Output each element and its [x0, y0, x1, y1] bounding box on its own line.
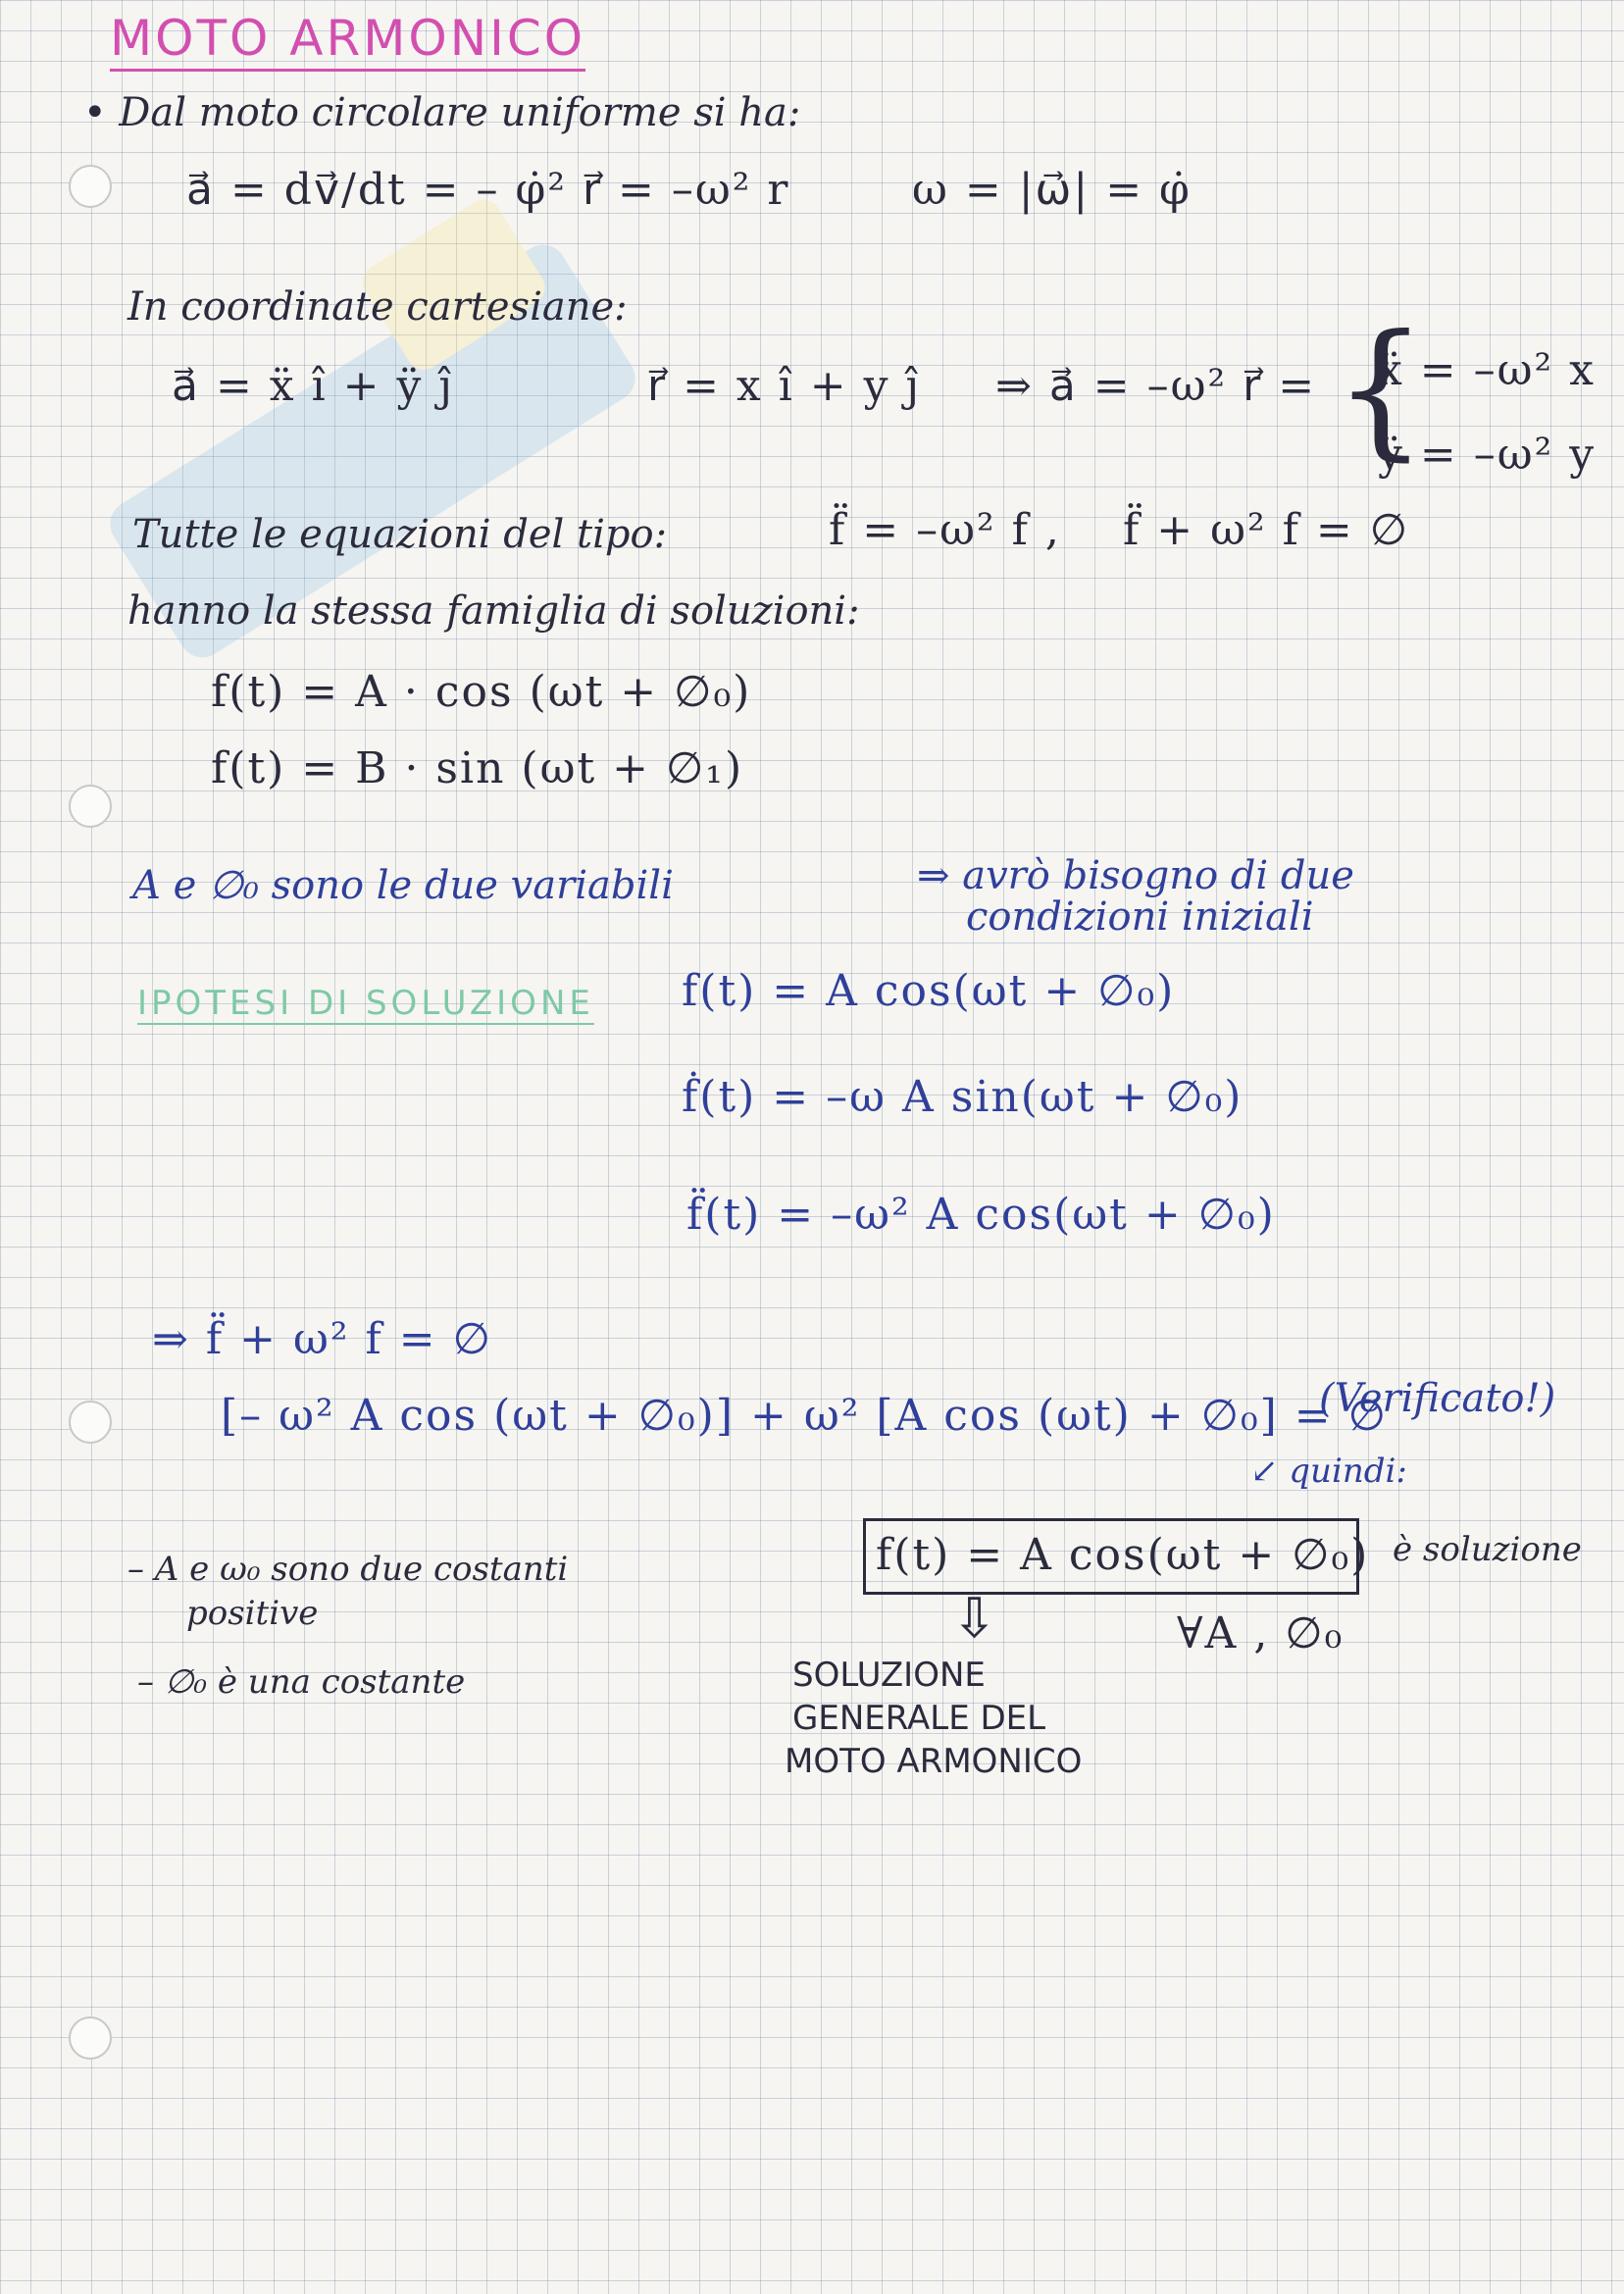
general-solution-line-2: GENERALE DEL — [792, 1699, 1046, 1738]
check-equation: ⇒ f̈ + ω² f = ∅ — [152, 1314, 492, 1364]
system-brace: { — [1334, 304, 1428, 475]
punch-hole — [69, 2016, 112, 2060]
needs-conditions-1: ⇒ avrò bisogno di due — [917, 853, 1354, 898]
general-solution-line-3: MOTO ARMONICO — [785, 1742, 1083, 1781]
implication-equation: ⇒ a⃗ = –ω² r⃗ = — [995, 361, 1317, 411]
family-text: hanno la stessa famiglia di soluzioni: — [127, 588, 860, 634]
solution-sin: f(t) = B · sin (ωt + ∅₁) — [211, 743, 744, 793]
general-solution-line-1: SOLUZIONE — [792, 1656, 986, 1695]
solution-cos: f(t) = A · cos (ωt + ∅₀) — [211, 667, 752, 717]
boxed-solution: f(t) = A cos(ωt + ∅₀) — [876, 1530, 1370, 1580]
system-equation-y: ÿ = –ω² y — [1378, 430, 1597, 480]
is-solution-text: è soluzione — [1393, 1530, 1582, 1569]
position-cartesian: r⃗ = x î + y ĵ — [647, 361, 922, 411]
equation-type-1: f̈ = –ω² f , — [829, 505, 1061, 555]
all-equations-text: Tutte le equazioni del tipo: — [132, 512, 668, 557]
hypothesis-f: f(t) = A cos(ωt + ∅₀) — [682, 966, 1176, 1016]
acceleration-cartesian: a⃗ = ẍ î + ÿ ĵ — [172, 361, 455, 411]
arrow-down-icon: ⇩ — [951, 1587, 997, 1651]
variables-text: A e ∅₀ sono le due variabili — [132, 863, 674, 908]
equation-type-2: f̈ + ω² f = ∅ — [1123, 505, 1410, 555]
punch-hole — [69, 1401, 112, 1444]
for-all-text: ∀A , ∅₀ — [1177, 1608, 1345, 1658]
punch-hole — [69, 785, 112, 828]
hypothesis-f-dot: ḟ(t) = –ω A sin(ωt + ∅₀) — [682, 1072, 1243, 1122]
verified-note: (Verificato!) — [1319, 1376, 1556, 1421]
hypothesis-label: IPOTESI DI SOLUZIONE — [137, 984, 594, 1023]
note-phase-constant: – ∅₀ è una costante — [137, 1662, 466, 1702]
note-constants-1: – A e ω₀ sono due costanti — [127, 1550, 569, 1589]
check-substitution: [– ω² A cos (ωt + ∅₀)] + ω² [A cos (ωt) + ∅₀] = ∅ — [221, 1391, 1388, 1441]
cartesian-intro: In coordinate cartesiane: — [127, 284, 628, 330]
quindi-note: ↙ quindi: — [1250, 1452, 1407, 1491]
omega-equation: ω = |ω⃗| = φ̇ — [912, 165, 1192, 215]
hypothesis-f-ddot: f̈(t) = –ω² A cos(ωt + ∅₀) — [686, 1190, 1276, 1240]
intro-text: • Dal moto circolare uniforme si ha: — [83, 90, 801, 135]
watermark-logo — [39, 177, 706, 726]
note-constants-2: positive — [186, 1594, 319, 1633]
system-equation-x: ẍ = –ω² x — [1378, 345, 1596, 395]
needs-conditions-2: condizioni iniziali — [966, 894, 1314, 940]
punch-hole — [69, 165, 112, 208]
page-title: MOTO ARMONICO — [110, 10, 585, 72]
acceleration-equation: a⃗ = dv⃗/dt = – φ̇² r⃗ = –ω² r — [186, 165, 790, 215]
